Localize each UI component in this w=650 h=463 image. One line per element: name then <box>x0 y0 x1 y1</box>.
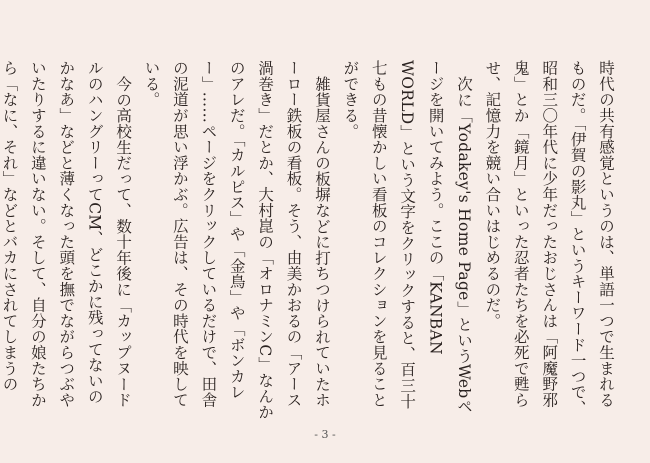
vertical-text-body <box>0 60 620 420</box>
paragraph-3: 雑貨屋さんの板塀などに打ちつけられていたホーロー鉄板の看板。そう、由美かおるの「アース渦巻き」だとか、大村崑の「オロナミンC」なんかのアレだ。「カルピス」や「金鳥」や「ボンカレー」……ページをクリックしているだけで、田舎の泥道が思い浮かぶ。広告は、その時代を映している。 <box>142 60 331 420</box>
page-number: - 3 - <box>314 428 336 441</box>
paragraph-1: 時代の共有感覚というのは、単語一つで生まれるものだ。「伊賀の影丸」というキーワード一つで、昭和三〇年代に少年だったおじさんは「阿魔野邪鬼」とか「鏡月」といった忍者たちを必死で甦らせ、記憶力を競い合いはじめるのだ。 <box>483 60 615 416</box>
paragraph-2: 次に「Yodakey's Home Page」というWebページを開いてみよう。ここの「KANBAN WORLD」という文字をクリックすると、百三十七もの昔懐かしい看板のコレクションを見ることができる。 <box>341 60 473 414</box>
paragraph-4: 今の高校生だって、数十年後に「カップヌードルのハングリーってCM、どこかに残ってないのかなあ」などと薄くなった頭を撫でながらつぶやいたりするに違いない。そして、自分の娘たちから「なに、それ」などとバカにされてしまうの <box>0 60 133 408</box>
